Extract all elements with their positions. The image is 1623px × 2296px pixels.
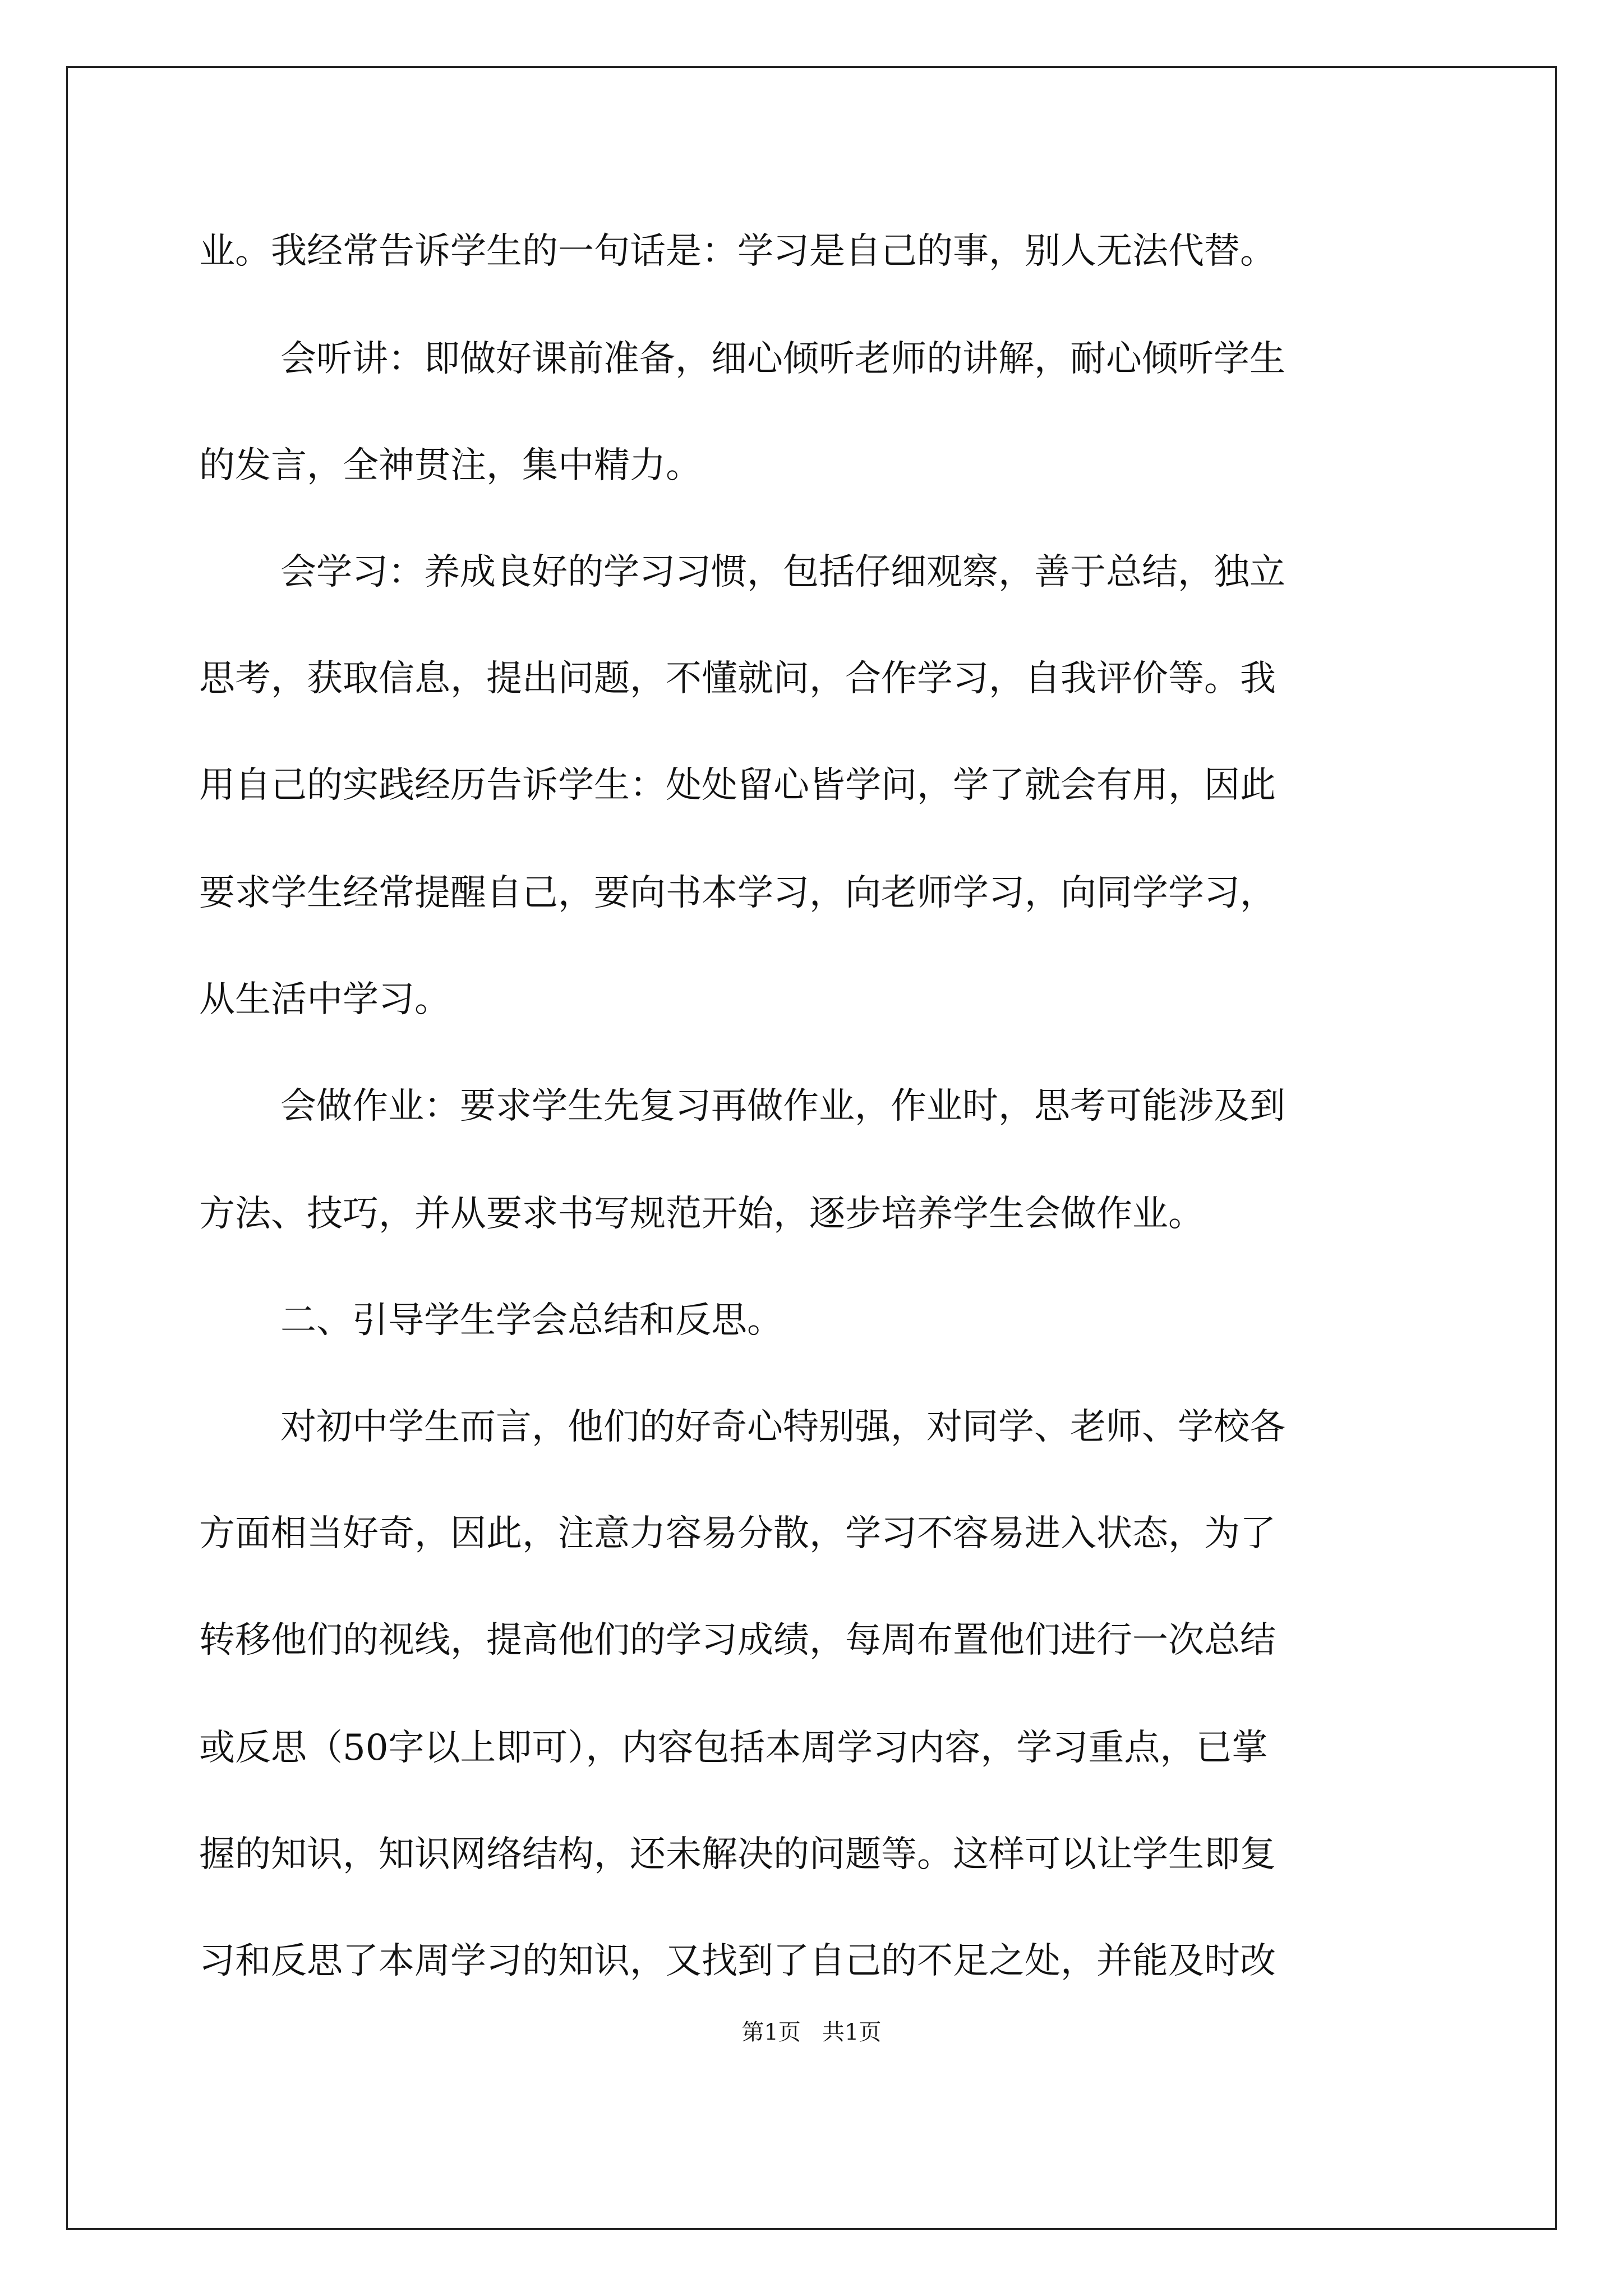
paragraph-start-line: 会做作业：要求学生先复习再做作业，作业时，思考可能涉及到 (280, 1085, 1285, 1127)
text-line: 方面相当好奇，因此，注意力容易分散，学习不容易进入状态，为了 (199, 1513, 1276, 1554)
paragraph-start-line: 会听讲：即做好课前准备，细心倾听老师的讲解，耐心倾听学生 (280, 338, 1285, 380)
paragraph-start-line: 会学习：养成良好的学习习惯，包括仔细观察，善于总结，独立 (280, 551, 1285, 593)
text-line: 要求学生经常提醒自己，要向书本学习，向老师学习，向同学学习， (199, 872, 1276, 914)
text-line: 从生活中学习。 (199, 979, 450, 1020)
text-line: 业。我经常告诉学生的一句话是：学习是自己的事，别人无法代替。 (199, 231, 1276, 272)
section-heading: 二、引导学生学会总结和反思。 (280, 1300, 783, 1341)
text-line: 转移他们的视线，提高他们的学习成绩，每周布置他们进行一次总结 (199, 1619, 1276, 1661)
text-line: 握的知识，知识网络结构，还未解决的问题等。这样可以让学生即复 (199, 1834, 1276, 1875)
text-line: 或反思（50字以上即可），内容包括本周学习内容，学习重点，已掌 (199, 1727, 1268, 1769)
page-border (66, 66, 1557, 2230)
text-line: 的发言，全神贯注，集中精力。 (199, 445, 702, 486)
page-number-footer: 第1页 共1页 (741, 2019, 882, 2045)
paragraph-start-line: 对初中学生而言，他们的好奇心特别强，对同学、老师、学校各 (280, 1406, 1285, 1448)
text-line: 思考，获取信息，提出问题，不懂就问，合作学习，自我评价等。我 (199, 658, 1276, 700)
text-line: 习和反思了本周学习的知识，又找到了自己的不足之处，并能及时改 (199, 1940, 1276, 1982)
text-line: 用自己的实践经历告诉学生：处处留心皆学问，学了就会有用，因此 (199, 765, 1276, 806)
text-line: 方法、技巧，并从要求书写规范开始，逐步培养学生会做作业。 (199, 1193, 1204, 1235)
